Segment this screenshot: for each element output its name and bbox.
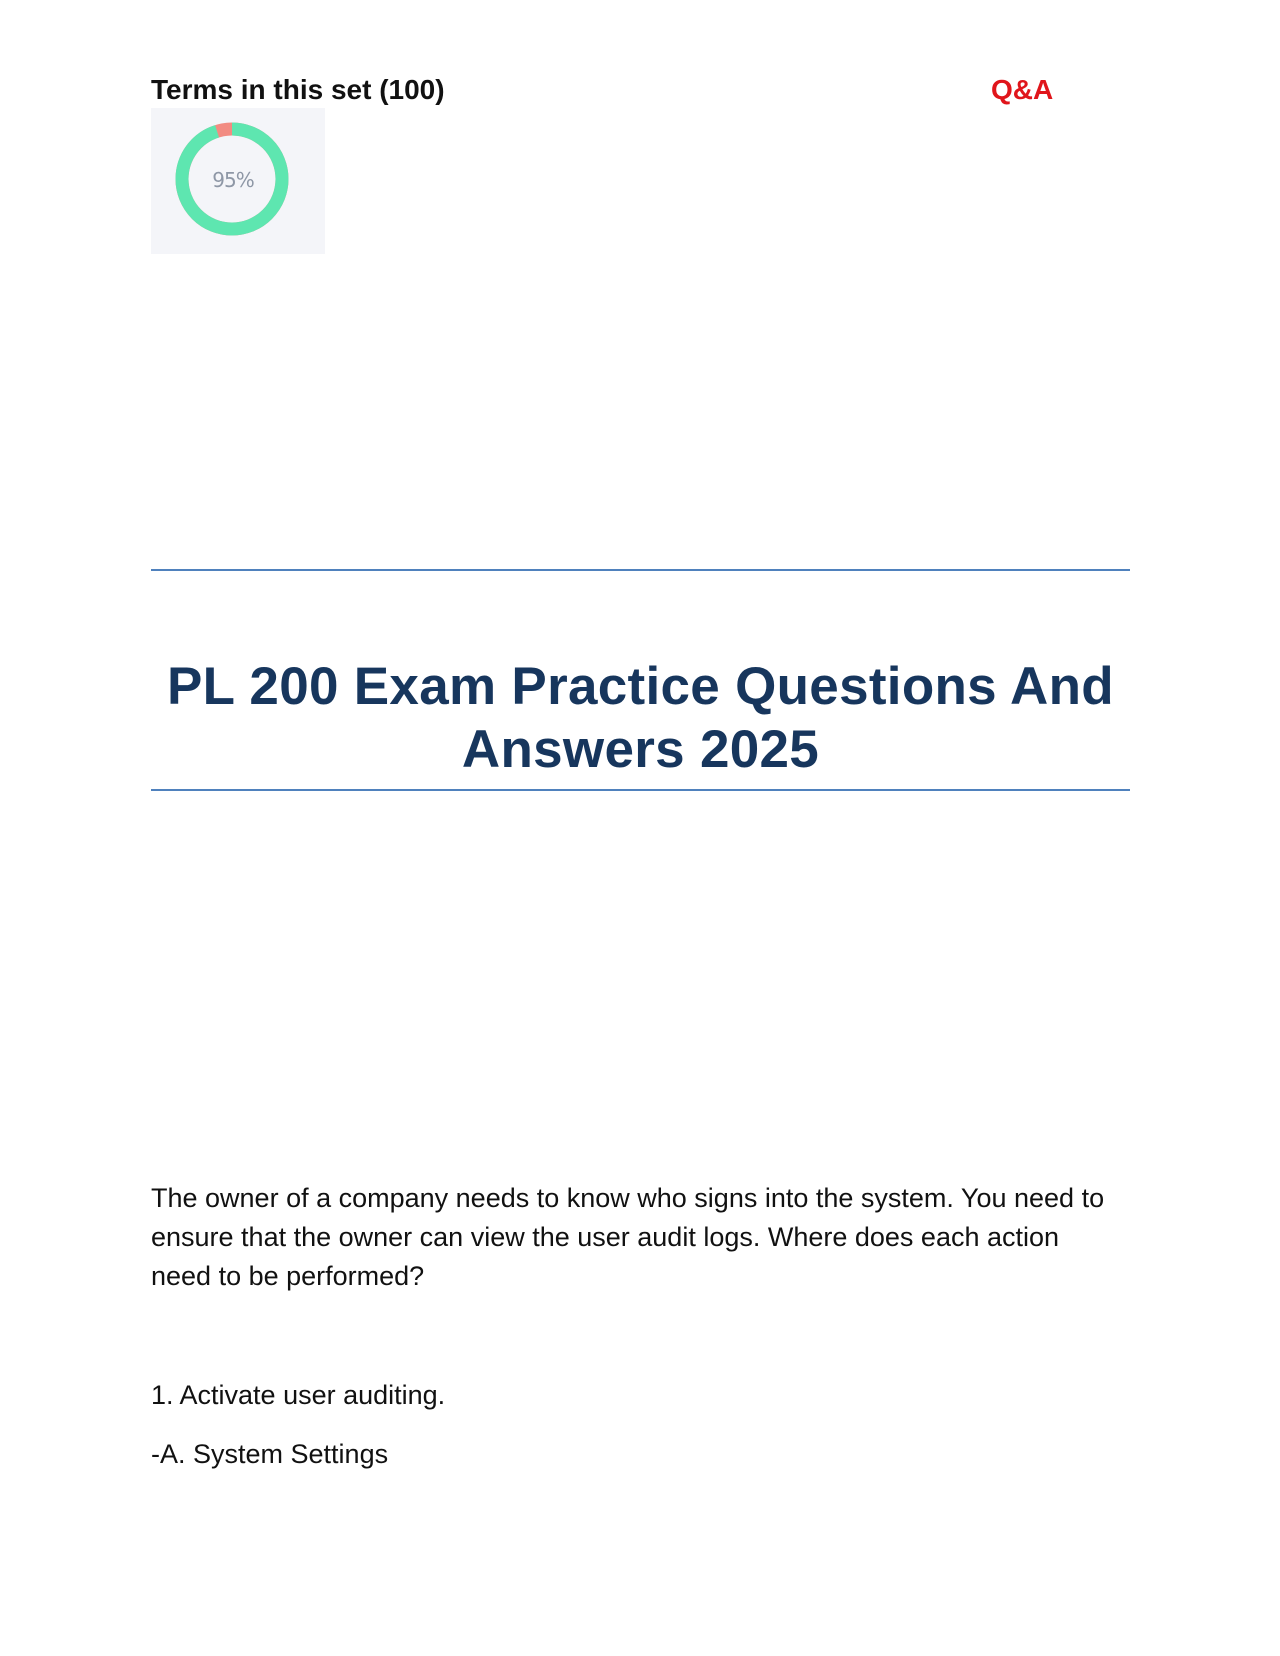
title-rule-top xyxy=(151,569,1130,571)
question-text: The owner of a company needs to know who signs into the system. You need to ensure that the owner can view the user audit logs. Where does each action need to be performed? xyxy=(151,1183,1105,1291)
qa-label: Q&A xyxy=(991,74,1054,105)
progress-percent: 95% xyxy=(212,168,254,192)
answer-option-a: -A. System Settings xyxy=(151,1439,389,1469)
title-rule-bottom xyxy=(151,789,1130,791)
terms-count-heading: Terms in this set (100) xyxy=(151,74,445,105)
document-title: PL 200 Exam Practice Questions And Answers 2025 xyxy=(167,657,1114,779)
question-step-1: 1. Activate user auditing. xyxy=(151,1380,446,1410)
progress-card xyxy=(151,108,325,254)
